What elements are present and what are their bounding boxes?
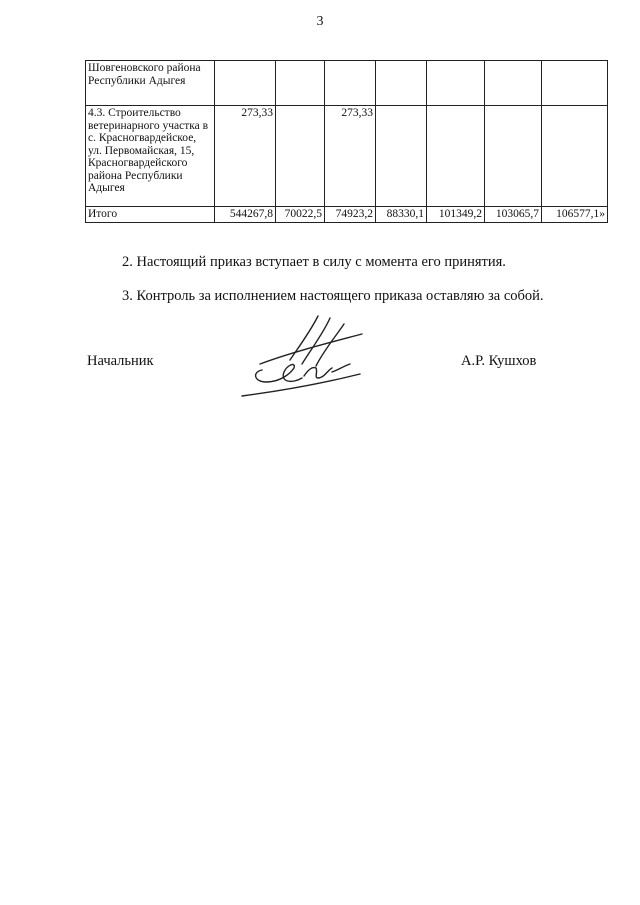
value-cell	[542, 106, 608, 207]
value-cell	[276, 61, 325, 106]
value-cell	[427, 61, 485, 106]
value-cell	[542, 61, 608, 106]
value-cell: 101349,2	[427, 207, 485, 223]
value-cell: 88330,1	[376, 207, 427, 223]
value-cell	[427, 106, 485, 207]
value-cell: 103065,7	[485, 207, 542, 223]
value-cell: 544267,8	[215, 207, 276, 223]
position-title: Начальник	[87, 353, 154, 369]
value-cell: 70022,5	[276, 207, 325, 223]
value-cell	[215, 61, 276, 106]
value-cell	[325, 61, 376, 106]
row-name-cell: 4.3. Строительство ветеринарного участка в с. Красногвардейское, ул. Первомайская, 15, Красногвардейского района Республики Адыгея	[86, 106, 215, 207]
signer-name: А.Р. Кушхов	[461, 353, 537, 369]
value-cell	[376, 106, 427, 207]
paragraph-3: 3. Контроль за исполнением настоящего приказа оставляю за собой.	[122, 288, 544, 304]
value-cell	[276, 106, 325, 207]
value-cell: 106577,1»	[542, 207, 608, 223]
value-cell: 74923,2	[325, 207, 376, 223]
table-row	[86, 61, 608, 106]
row-name-cell: Итого	[86, 207, 215, 223]
value-cell	[485, 61, 542, 106]
value-cell	[376, 61, 427, 106]
value-cell	[485, 106, 542, 207]
budget-table	[85, 60, 608, 223]
page-number: 3	[316, 14, 324, 29]
row-name-cell: Шовгеновского района Республики Адыгея	[86, 61, 215, 106]
value-cell: 273,33	[325, 106, 376, 207]
table-row	[86, 106, 608, 207]
paragraph-2: 2. Настоящий приказ вступает в силу с момента его принятия.	[122, 254, 506, 270]
handwritten-signature	[232, 312, 382, 404]
value-cell: 273,33	[215, 106, 276, 207]
table-row-total	[86, 207, 608, 223]
